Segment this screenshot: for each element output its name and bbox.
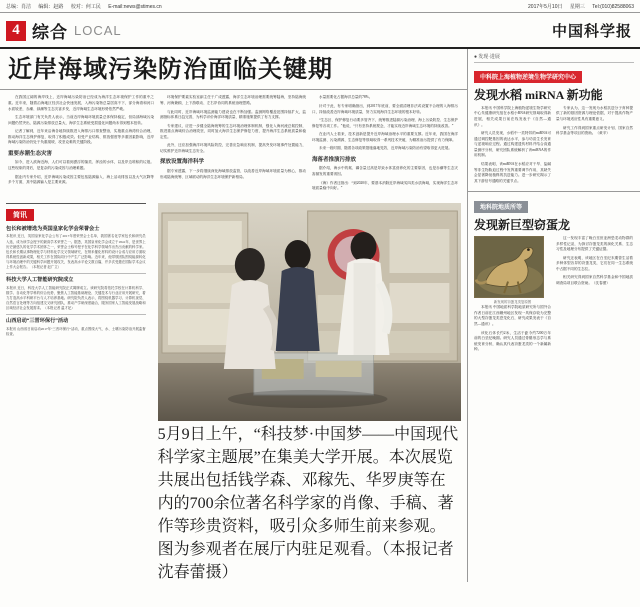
editor-chief: 总编：肖洁 bbox=[6, 4, 32, 10]
telephone: Tel:(010)82588063 bbox=[592, 4, 634, 10]
paragraph: 研究工作得到国家重点研发计划、国家自然科学基金等项目的资助。（黄辛） bbox=[556, 125, 633, 136]
paragraph: 生态环境部门有关负责人表示，当前近岸海域环境质量总体保持稳定，但局部海域污染问题仍然突出，陆源污染排放总量大，海洋生态系统受损退化问题尚未得到根本扭转。 bbox=[8, 115, 154, 125]
article-subhead-3: 海落者推演污排放 bbox=[312, 156, 357, 163]
paragraph: 此外，还应加强海洋环境风险防控，完善应急响应机制，提高突发环境事件处置能力，切实维护近岸海域生态安全。 bbox=[160, 143, 306, 153]
brief-item bbox=[6, 226, 146, 271]
article-columns bbox=[0, 90, 467, 198]
section-title-en: LOCAL bbox=[74, 23, 122, 38]
card-body-col-1 bbox=[474, 106, 551, 187]
paragraph: 本报讯 中国科学院上海植物逆境生物学研究中心朱健康研究组在水稻小RNA研究领域取得新进展，相关成果日前在线发表于《自然—通讯》。 bbox=[474, 105, 551, 127]
card-body-col-2 bbox=[556, 106, 633, 187]
paragraph: 环境保护要素实验室副主任于广成透露，海洋生态环境治理需要统筹陆海，坚持陆海统筹、河海兼顾、上下游联动、左右岸协同的系统治理思路。 bbox=[160, 95, 306, 105]
email: E-mail:news@stimes.cn bbox=[108, 4, 162, 10]
paragraph: 据介绍，海水中的氮、磷含量过高是导致水体富营养化的主要原因，也是赤潮等生态灾害频发的重要诱因。 bbox=[312, 166, 458, 176]
issue-date: 2017年5月10日 bbox=[528, 4, 563, 10]
photo-block bbox=[158, 203, 461, 582]
brief-item bbox=[6, 277, 146, 311]
brief-item-body: 本报讯 近日，英国皇家化学会公布了2017年度荣誉会士名单，我国著名化学家包长和研究员入选，成为该学会授予的最高学术荣誉之一。据悉，英国皇家化学会成立于1841年，是世界上历史最悠久的化学学术团体之一，荣誉会士称号授予在化学科学领域作出杰出贡献的科学家。包长和长期从事物理化学与材料化学交叉领域研究，在纳米催化材料的设计合成与应用方面取得系统性创新成果，相关工作在国际同行中产生广泛影响。近年来，他带领团队围绕能源转化与环境治理中的关键科学问题开展攻关，发表高水平论文数百篇，并多次受邀在国际学术会议上作大会报告。（本报记者 赵广立） bbox=[6, 234, 146, 270]
card-title: 发现水稻 miRNA 新功能 bbox=[474, 87, 603, 102]
card-badge: 中科院上海植物逆境生物学研究中心 bbox=[474, 71, 582, 83]
page-body bbox=[0, 49, 640, 582]
photo-caption: 5月9日上午，“科技梦·中国梦——中国现代科学家主题展”在集美大学开展。本次展览共展出包括钱学森、邓稼先、华罗庚等在内的700余位著名科学家的肖像、手稿、著作等珍贵资料，吸引众多师生前来参观。图为参观者在展厅内驻足观看。（本报记者 沈春蕾摄） bbox=[157, 425, 459, 581]
divider bbox=[6, 273, 146, 274]
card-oviraptor bbox=[468, 191, 640, 356]
brief-item-title: 科技大学人工智能研究院成立 bbox=[6, 277, 74, 284]
card-body-columns bbox=[474, 236, 634, 356]
page-number-badge: 4 bbox=[6, 21, 26, 41]
paragraph: 《海》作者还指出：“到2020年，要基本消除近岸海域劣四类水质海域，实现海洋生态环境质量稳中向好。” bbox=[312, 180, 458, 191]
article-subhead-2: 探放设置海洋科学 bbox=[160, 159, 205, 166]
news-photo bbox=[158, 203, 461, 421]
paragraph: 未来一段时期，随着各项政策措施落地见效，近岸海域污染防治有望取得更大进展。 bbox=[319, 146, 452, 151]
paragraph: 如今，进入滨海近海，人们可以看到漂浮的藻类、浑浊的水体，以及岸边堆积的垃圾。这些现象的背后，是复杂的污染成因与治理难题。 bbox=[8, 160, 154, 170]
brief-item-title: 包长和被增选为英国皇家化学会荣誉会士 bbox=[6, 225, 100, 232]
divider bbox=[6, 314, 146, 315]
brief-item bbox=[6, 318, 146, 337]
paragraph: 在我国辽阔的海岸线上，近岸海域污染防治已经成为海洋生态环境保护工作的重中之重。近年来，随着沿海地区经济社会快速发展，入海污染物总量居高不下，部分海湾和河口水质较差，赤潮、绿潮等生态灾害多发，近岸海域生态环境形势依然严峻。 bbox=[8, 95, 154, 111]
brief-item-body: 本报讯 近日，科技大学人工智能研究院正式揭牌成立。该研究院将依托学校在计算机科学、数学、自动化等学科的综合优势，聚焦人工智能基础理论、关键技术与行业应用开展研究，着力打造高水平科研平台与人才培养基地。研究院负责人表示，将围绕机器学习、计算机视觉、自然语言处理等方向组建交叉研究团队，推动产学研深度融合，服务国家人工智能发展战略和区域经济社会发展需求。（本报记者 温才妃） bbox=[6, 285, 146, 311]
dinosaur-icon bbox=[475, 237, 543, 297]
paragraph: 本报讯 中国地质科学院地质研究所与国外合作者日前在江西赣州地区发现一具保存较为完整的大型窃蛋龙类恐龙化石，研究成果发表于《自然—通讯》。 bbox=[474, 305, 551, 327]
top-strip-right bbox=[522, 3, 634, 10]
photo-illustration bbox=[158, 203, 461, 421]
card-body-columns bbox=[474, 106, 634, 187]
right-column bbox=[468, 49, 640, 582]
card-mirna bbox=[468, 49, 640, 187]
card-badge: 地科院地质所等 bbox=[474, 201, 528, 213]
paragraph: 研究还表明，该地区在白垩纪末期曾生活着多种体型各异的窃蛋龙类，它们在同一生态系统中占据不同的生态位。 bbox=[556, 255, 633, 271]
newspaper-brand: 中国科学报 bbox=[551, 24, 632, 40]
weekday: 星期三 bbox=[569, 4, 585, 10]
paragraph: 该化石体长约2米，生活于距今约7200万年前的白垩纪晚期。研究人员通过骨骼形态学与系统发育分析，确认其代表窃蛋龙类的一个新属新种。 bbox=[474, 330, 551, 352]
brief-item-title: 山西启动“三晋环保行”活动 bbox=[6, 318, 69, 325]
card-kicker: ● 发现·进展 bbox=[474, 53, 634, 63]
dinosaur-illustration bbox=[474, 236, 544, 298]
paragraph: 专家建议，应进一步健全陆海统筹的生态环境治理体制机制，强化入海河流总氮控制，推进重点海域综合治理攻坚，同时加大海洋生态保护修复力度，提升海洋生态系统质量和稳定性。 bbox=[160, 123, 306, 139]
article-column-2 bbox=[160, 95, 306, 194]
brief-section bbox=[6, 203, 146, 338]
editor: 编辑：赵路 bbox=[38, 4, 64, 10]
paragraph: 据业内专家介绍，近岸海域污染成因主要包括陆源输入、海上活动排放以及大气沉降等多个方面，其中陆源输入是主要来源。 bbox=[8, 174, 154, 185]
paragraph: 与此同时，近岸海域环境监测能力建设也在不断加强。监测网络覆盖范围持续扩大，监测指标体系日趋完善，为科学评价海洋环境质量、精准施策提供了有力支撑。 bbox=[160, 109, 306, 120]
article-subhead-1: 重要赤潮生态灾害 bbox=[8, 150, 53, 157]
dino-caption: 新发现的窃蛋龙类复原图 bbox=[493, 300, 532, 305]
paragraph: 据专家透露，下一步将继续深化海域排放监管，以改善近岸海域环境质量为核心，推动形成陆海统筹、区域联动的海洋生态环境保护新格局。 bbox=[160, 168, 306, 179]
card-title: 发现新巨型窃蛋龙 bbox=[474, 217, 571, 232]
paragraph: 专家认为，这一发现为水稻抗逆分子育种提供了新的基因资源与理论依据，对于提高作物产量与环境适应性具有重要意义。 bbox=[556, 105, 633, 122]
card-body-col-1 bbox=[474, 236, 551, 356]
paragraph: 结果表明，该miRNA在水稻应对干旱、盐碱等非生物胁迫过程中发挥重要调节作用，其缺失会显著降低植株的抗逆能力。进一步研究揭示了其下游信号通路的关键节点。 bbox=[474, 161, 551, 183]
main-headline: 近岸海域污染防治面临关键期 bbox=[8, 57, 333, 83]
brief-item-body: 本报讯 山西省日前启动2017年“三晋环保行”活动，重点围绕大气、水、土壤污染防治开展监督检查。 bbox=[6, 327, 146, 337]
article-column-1 bbox=[8, 95, 154, 194]
paragraph: 针对于此，有专家明确指出，到2017年底前，要全面清理非法或设置不合理的入海排污口，持续改善近岸海域环境质量，努力实现海洋生态环境的根本好转。 bbox=[312, 103, 458, 114]
proofreader: 校对：何工民 bbox=[70, 4, 101, 10]
brief-section-title: 简讯 bbox=[6, 209, 34, 221]
page-header bbox=[0, 13, 640, 49]
section-title-cn: 综合 bbox=[32, 23, 68, 42]
header-left bbox=[6, 18, 122, 43]
paragraph: 水量需要化占据海洋总量的78%。 bbox=[319, 95, 373, 100]
paragraph: 相关研究得到国家自然科学基金和中国地质调查局项目联合资助。（沈春蕾） bbox=[556, 275, 633, 286]
article-column-3 bbox=[312, 95, 458, 194]
top-strip-left bbox=[6, 3, 168, 10]
paragraph: 这一发现丰富了晚白垩世亚洲恐龙动物群的多样性记录，为探讨窃蛋龙类的演化关系、生态习性及地理分布提供了关键证据。 bbox=[556, 236, 633, 252]
paragraph: “生态区、保护修复行动要多管齐下，统筹推进陆源污染治理、海上污染防控、生态保护修复等各项工作。”他说，“只有坚持系统观念，才能实现近岸海域生态环境的持续改善。” bbox=[312, 118, 458, 128]
card-body-col-2 bbox=[556, 236, 633, 356]
left-column bbox=[0, 49, 468, 582]
headline-area bbox=[0, 49, 468, 90]
paragraph: 记者了解到，近年来沿海各地持续推进入海排污口排查整治，实施重点海湾综合治理，推动海洋生态保护修复，取得了积极成效。但受产业结构、排放强度等多重因素影响，近岸海域污染防治仍处于负重爬坡、攻坚克难的关键阶段。 bbox=[8, 129, 154, 145]
paragraph: 研究人员发现，水稻中一类特异的miRNA可通过调控靶基因的表达水平，参与幼苗生长发育与逆境响应过程。通过构建遗传材料并结合高通量测序分析，研究团队系统解析了该miRNA的作用机制。 bbox=[474, 131, 551, 158]
paragraph: 在业内人士看来，技术创新是提升近岸海域治理水平的重要支撑。近年来，我国在海洋环境监测、污染溯源、生态修复等领域取得一系列技术突破，为精准治污提供了有力保障。 bbox=[312, 132, 458, 142]
top-info-strip bbox=[0, 0, 640, 13]
